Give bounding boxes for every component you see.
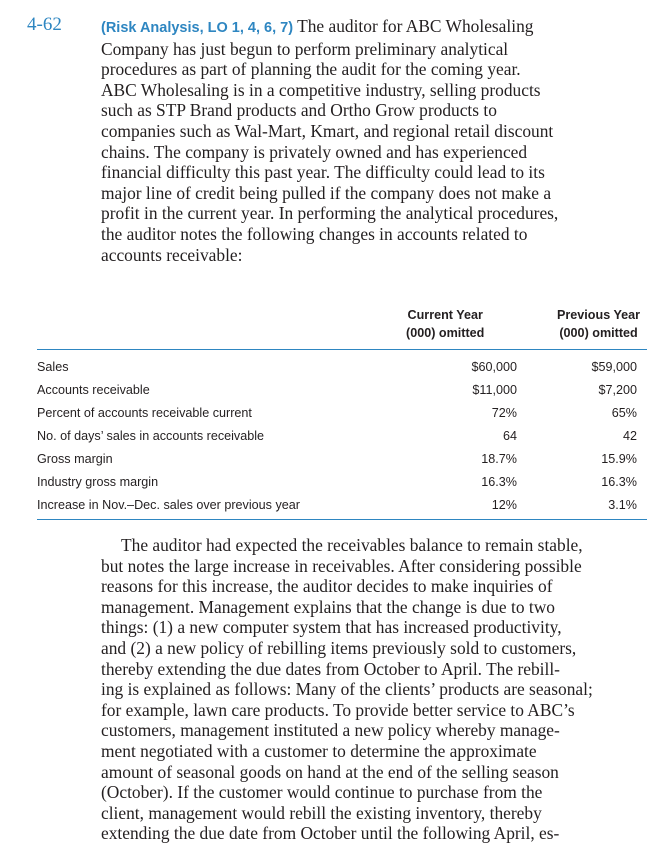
body-line: and (2) a new policy of rebilling items previously sold to customers, (101, 637, 577, 658)
row-label: Sales (37, 360, 69, 374)
problem-number: 4-62 (27, 14, 62, 35)
row-label: Percent of accounts receivable current (37, 406, 252, 420)
intro-line (101, 16, 647, 39)
body-line: ment negotiated with a customer to determine the approximate (101, 740, 537, 761)
row-label: Accounts receivable (37, 383, 150, 397)
problem-tag: (Risk Analysis, LO 1, 4, 6, 7) (101, 20, 294, 36)
body-line: things: (1) a new computer system that has increased productivity, (101, 617, 562, 638)
body-line: customers, management instituted a new policy whereby manage- (101, 720, 560, 741)
body-line: for example, lawn care products. To provide better service to ABC’s (101, 699, 575, 720)
table-row (37, 402, 637, 424)
body-line: ing is explained as follows: Many of the clients’ products are seasonal; (101, 679, 593, 700)
intro-line: ABC Wholesaling is in a competitive industry, selling products (101, 79, 541, 100)
body-line: extending the due date from October until the following April, es- (101, 823, 560, 844)
problem-intro (101, 16, 647, 265)
intro-line: procedures as part of planning the audit for the coming year. (101, 59, 521, 80)
intro-line: major line of credit being pulled if the company does not make a (101, 182, 552, 203)
table-bottom-rule (37, 519, 647, 520)
body-line: client, management would rebill the existing inventory, thereby (101, 802, 542, 823)
body-paragraph (101, 535, 647, 844)
current-value: 12% (491, 498, 517, 512)
intro-line: Company has just begun to perform preliminary analytical (101, 38, 509, 59)
header-line: Previous Year (557, 308, 641, 322)
body-line: (October). If the customer would continue to purchase from the (101, 782, 543, 803)
row-label: Increase in Nov.–Dec. sales over previous year (37, 498, 300, 512)
table-row (37, 448, 637, 470)
table-row (37, 471, 637, 493)
header-line: (000) omitted (559, 326, 638, 340)
current-value: $60,000 (471, 360, 517, 374)
header-line: (000) omitted (406, 326, 485, 340)
current-value: 16.3% (481, 475, 517, 489)
body-line: reasons for this increase, the auditor decides to make inquiries of (101, 576, 553, 597)
current-value: $11,000 (472, 383, 517, 397)
current-value: 18.7% (481, 452, 517, 466)
previous-year-header (557, 306, 640, 342)
previous-value: $7,200 (598, 383, 637, 397)
body-line: amount of seasonal goods on hand at the end of the selling season (101, 761, 559, 782)
previous-value: 15.9% (601, 452, 637, 466)
intro-line: accounts receivable: (101, 244, 243, 265)
table-top-rule (37, 349, 647, 350)
previous-value: 16.3% (601, 475, 637, 489)
current-year-header (406, 306, 484, 342)
intro-line: the auditor notes the following changes in accounts related to (101, 223, 528, 244)
header-line: Current Year (407, 308, 483, 322)
intro-line: financial difficulty this past year. The difficulty could lead to its (101, 162, 545, 183)
row-label: No. of days’ sales in accounts receivable (37, 429, 265, 443)
previous-value: 42 (622, 429, 637, 443)
body-line: The auditor had expected the receivables balance to remain stable, (121, 535, 583, 555)
previous-value: 65% (611, 406, 637, 420)
intro-line: companies such as Wal-Mart, Kmart, and regional retail discount (101, 120, 554, 141)
intro-line: such as STP Brand products and Ortho Grow products to (101, 100, 497, 121)
current-value: 64 (502, 429, 517, 443)
table-row (37, 425, 637, 447)
body-line: management. Management explains that the change is due to two (101, 596, 555, 617)
body-line: thereby extending the due dates from October to April. The rebill- (101, 658, 560, 679)
current-value: 72% (491, 406, 517, 420)
table-row (37, 494, 637, 516)
row-label: Gross margin (37, 452, 113, 466)
previous-value: $59,000 (591, 360, 637, 374)
previous-value: 3.1% (608, 498, 637, 512)
table-row (37, 379, 637, 401)
intro-line: profit in the current year. In performing the analytical procedures, (101, 203, 559, 224)
intro-line-text: The auditor for ABC Wholesaling (293, 16, 534, 36)
table-row (37, 356, 637, 378)
intro-line: chains. The company is privately owned and has experienced (101, 141, 528, 162)
body-line: but notes the large increase in receivables. After considering possible (101, 555, 582, 576)
row-label: Industry gross margin (37, 475, 159, 489)
